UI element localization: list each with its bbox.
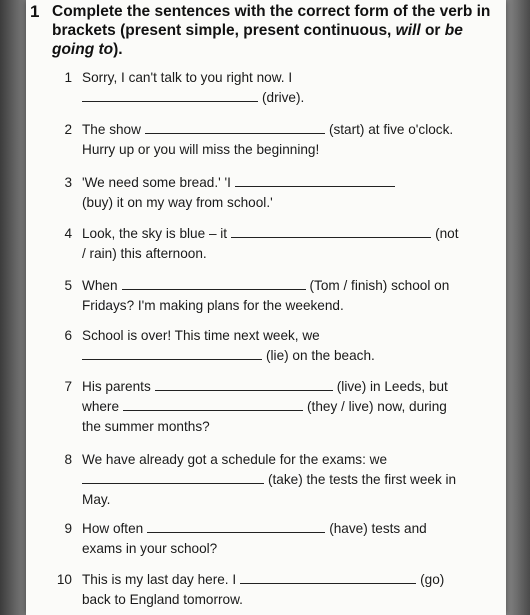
answer-blank[interactable] xyxy=(123,398,303,411)
sentence-9: 9 How often (have) tests and exams in your school? xyxy=(52,519,498,559)
sentence-number: 4 xyxy=(64,226,72,241)
answer-blank[interactable] xyxy=(231,225,431,238)
sentence-1: 1 Sorry, I can't talk to you right now. I (drive). xyxy=(52,68,498,108)
sentence-number: 6 xyxy=(64,328,72,343)
answer-blank[interactable] xyxy=(82,471,264,484)
answer-blank[interactable] xyxy=(240,571,416,584)
answer-blank[interactable] xyxy=(82,89,258,102)
answer-blank[interactable] xyxy=(145,121,325,134)
sentence-number: 1 xyxy=(64,70,72,85)
answer-blank[interactable] xyxy=(147,520,325,533)
sentence-2: 2 The show (start) at five o'clock. Hurry up or you will miss the beginning! xyxy=(52,120,498,160)
exercise-heading xyxy=(30,2,502,59)
sentence-number: 9 xyxy=(64,521,72,536)
sentence-6: 6 School is over! This time next week, we (lie) on the beach. xyxy=(52,326,498,366)
sentence-number: 7 xyxy=(64,379,72,394)
exercise-instruction: Complete the sentences with the correct form of the verb in brackets (present simple, present continuous, will or be going to). xyxy=(52,3,491,58)
sentence-number: 8 xyxy=(64,452,72,467)
worksheet-page xyxy=(26,0,506,615)
sentence-3: 3 'We need some bread.' 'I (buy) it on my way from school.' xyxy=(52,173,498,213)
sentence-number: 3 xyxy=(64,175,72,190)
sentence-number: 5 xyxy=(64,278,72,293)
sentence-5: 5 When (Tom / finish) school on Fridays? I'm making plans for the weekend. xyxy=(52,276,498,316)
answer-blank[interactable] xyxy=(235,174,395,187)
exercise-number: 1 xyxy=(30,2,40,21)
sentence-10: 10 This is my last day here. I (go) back to England tomorrow. xyxy=(52,570,498,610)
sentence-8: 8 We have already got a schedule for the exams: we (take) the tests the first week in May. xyxy=(52,450,498,510)
answer-blank[interactable] xyxy=(155,378,333,391)
sentence-number: 10 xyxy=(56,572,72,587)
answer-blank[interactable] xyxy=(82,347,262,360)
sentence-number: 2 xyxy=(64,122,72,137)
answer-blank[interactable] xyxy=(122,277,306,290)
sentence-7: 7 His parents (live) in Leeds, but where (they / live) now, during the summer months? xyxy=(52,377,498,437)
sentence-4: 4 Look, the sky is blue – it (not / rain) this afternoon. xyxy=(52,224,498,264)
